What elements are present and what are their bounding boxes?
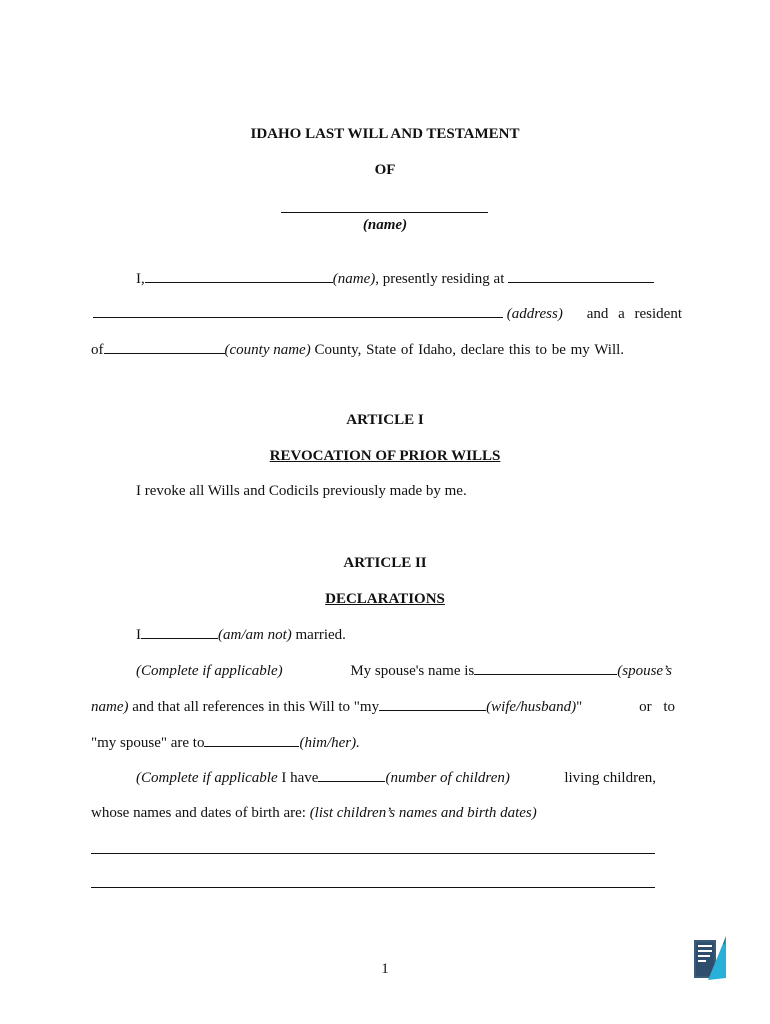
spouse-name-text: My spouse's name is (350, 663, 475, 679)
married-hint: (am/am not) (218, 627, 292, 643)
intro-address-hint: (address) (506, 306, 563, 322)
document-title: IDAHO LAST WILL AND TESTAMENT (250, 126, 520, 142)
spouse-hint-complete: (Complete if applicable) (136, 663, 283, 679)
spouse-line-2 (91, 697, 675, 716)
spouse-hint-b: (spouse’s (617, 663, 672, 679)
children-hint-list: (list children’s names and birth dates) (309, 805, 537, 821)
testator-name-hint: (name) (362, 217, 408, 233)
intro-county-field[interactable] (104, 340, 225, 354)
intro-residing-field[interactable] (508, 269, 654, 283)
intro-residing-text: , presently residing at (375, 271, 505, 287)
intro-name-field[interactable] (145, 269, 333, 283)
spouse-quote-close: " (576, 699, 583, 715)
spouse-line-3 (91, 733, 360, 752)
intro-name-hint: (name) (332, 271, 376, 287)
title-of: OF (374, 162, 396, 178)
testator-name-line[interactable] (281, 212, 488, 213)
children-have-text: I have (281, 770, 319, 786)
spouse-relation-field[interactable] (379, 697, 486, 711)
children-count-field[interactable] (318, 768, 385, 782)
married-prefix: I (136, 627, 141, 643)
article-2-subheading: DECLARATIONS (325, 591, 445, 607)
intro-line-2 (93, 304, 682, 323)
spouse-or-to: or to (639, 699, 675, 715)
children-hint-count: (number of children) (385, 770, 510, 786)
intro-line-1 (136, 269, 654, 288)
article-1-subheading: REVOCATION OF PRIOR WILLS (269, 448, 501, 464)
article-1-text: I revoke all Wills and Codicils previously made by me. (136, 483, 467, 499)
article-2-heading: ARTICLE II (343, 555, 427, 571)
article-1-heading: ARTICLE I (346, 412, 424, 428)
children-hint-complete: (Complete if applicable (136, 770, 278, 786)
children-line-1 (136, 768, 656, 787)
children-living-text: living children, (564, 770, 656, 786)
intro-and-resident: and a resident (586, 306, 682, 322)
spouse-hint-relation: (wife/husband) (486, 699, 577, 715)
spouse-line-1 (136, 661, 672, 680)
intro-county-hint: (county name) (224, 342, 311, 358)
intro-address-field[interactable] (93, 304, 503, 318)
document-pen-icon[interactable] (692, 932, 728, 982)
children-entry-line-2[interactable] (91, 887, 655, 888)
spouse-hint-c: name) (91, 699, 129, 715)
children-entry-line-1[interactable] (91, 853, 655, 854)
spouse-hint-pronoun: (him/her). (299, 735, 360, 751)
intro-of-prefix: of (91, 342, 104, 358)
spouse-name-field[interactable] (474, 661, 617, 675)
intro-i-prefix: I, (136, 271, 145, 287)
spouse-pronoun-field[interactable] (204, 733, 299, 747)
children-line-2 (91, 804, 537, 822)
intro-line-3 (91, 340, 624, 359)
children-names-text: whose names and dates of birth are: (91, 805, 306, 821)
spouse-are-to-text: "my spouse" are to (91, 735, 205, 751)
page-number: 1 (381, 961, 389, 977)
married-suffix: married. (295, 627, 346, 643)
spouse-references-text: and that all references in this Will to "my (132, 699, 380, 715)
intro-declare-text: County, State of Idaho, declare this to be my Will. (314, 342, 625, 358)
married-line (136, 625, 346, 644)
married-field[interactable] (141, 625, 218, 639)
